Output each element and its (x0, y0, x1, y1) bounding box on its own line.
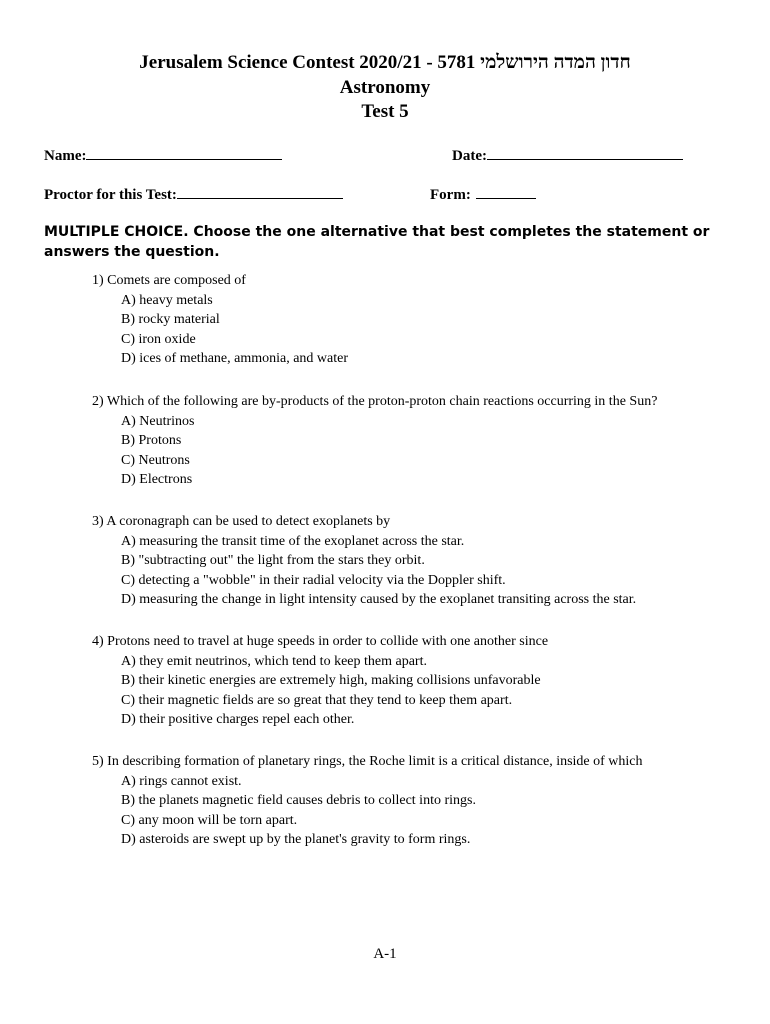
answer-option: B) the planets magnetic field causes debris to collect into rings. (121, 793, 476, 808)
answer-option: A) heavy metals (121, 292, 213, 308)
answer-option: C) detecting a "wobble" in their radial velocity via the Doppler shift. (121, 572, 506, 588)
answer-option: D) Electrons (121, 472, 193, 487)
name-field (44, 145, 282, 165)
question-stem: 4) Protons need to travel at huge speeds in order to collide with one another since (92, 634, 549, 649)
answer-option: C) iron oxide (121, 331, 196, 347)
question-stem: 2) Which of the following are by-products of the proton-proton chain reactions occurring in the Sun? (92, 394, 658, 409)
question (92, 752, 732, 850)
form-field (430, 184, 536, 204)
answer-option: A) rings cannot exist. (121, 773, 242, 789)
test-title: Jerusalem Science Contest 2020/21 - 5781 חדון המדה הירושלמי (139, 52, 631, 73)
form-blank-line[interactable] (476, 184, 536, 199)
answer-option: A) measuring the transit time of the exoplanet across the star. (121, 533, 465, 549)
subject-title: Astronomy (339, 77, 431, 98)
question-stem: 3) A coronagraph can be used to detect exoplanets by (92, 514, 391, 529)
question (92, 392, 732, 490)
answer-option: D) measuring the change in light intensity caused by the exoplanet transiting across the star. (121, 592, 637, 607)
question-stem: 1) Comets are composed of (92, 273, 246, 288)
proctor-label: Proctor for this Test: (44, 187, 177, 203)
answer-option: C) any moon will be torn apart. (121, 812, 298, 828)
answer-option: B) their kinetic energies are extremely high, making collisions unfavorable (121, 673, 541, 688)
proctor-field (44, 184, 343, 204)
question (92, 271, 732, 369)
answer-option: D) asteroids are swept up by the planet's gravity to form rings. (121, 832, 471, 847)
question-stem: 5) In describing formation of planetary rings, the Roche limit is a critical distance, inside of which (92, 754, 643, 769)
date-label: Date: (452, 148, 487, 164)
instructions: MULTIPLE CHOICE. Choose the one alternative that best completes the statement or answers the question. (44, 224, 710, 260)
answer-option: D) their positive charges repel each other. (121, 712, 355, 727)
answer-option: A) Neutrinos (121, 413, 195, 429)
answer-option: A) they emit neutrinos, which tend to keep them apart. (121, 653, 427, 669)
proctor-blank-line[interactable] (177, 184, 343, 199)
test-number: Test 5 (361, 101, 409, 122)
date-field (452, 145, 683, 165)
answer-option: B) rocky material (121, 312, 220, 327)
date-blank-line[interactable] (487, 145, 683, 160)
form-label: Form: (430, 187, 471, 203)
answer-option: B) "subtracting out" the light from the stars they orbit. (121, 553, 425, 568)
question (92, 512, 732, 610)
answer-option: B) Protons (121, 433, 182, 448)
answer-option: C) their magnetic fields are so great that they tend to keep them apart. (121, 692, 513, 708)
question (92, 632, 732, 730)
name-blank-line[interactable] (86, 145, 282, 160)
answer-option: D) ices of methane, ammonia, and water (121, 351, 349, 366)
page-number: A-1 (373, 946, 397, 962)
answer-option: C) Neutrons (121, 452, 190, 468)
name-label: Name: (44, 148, 87, 164)
